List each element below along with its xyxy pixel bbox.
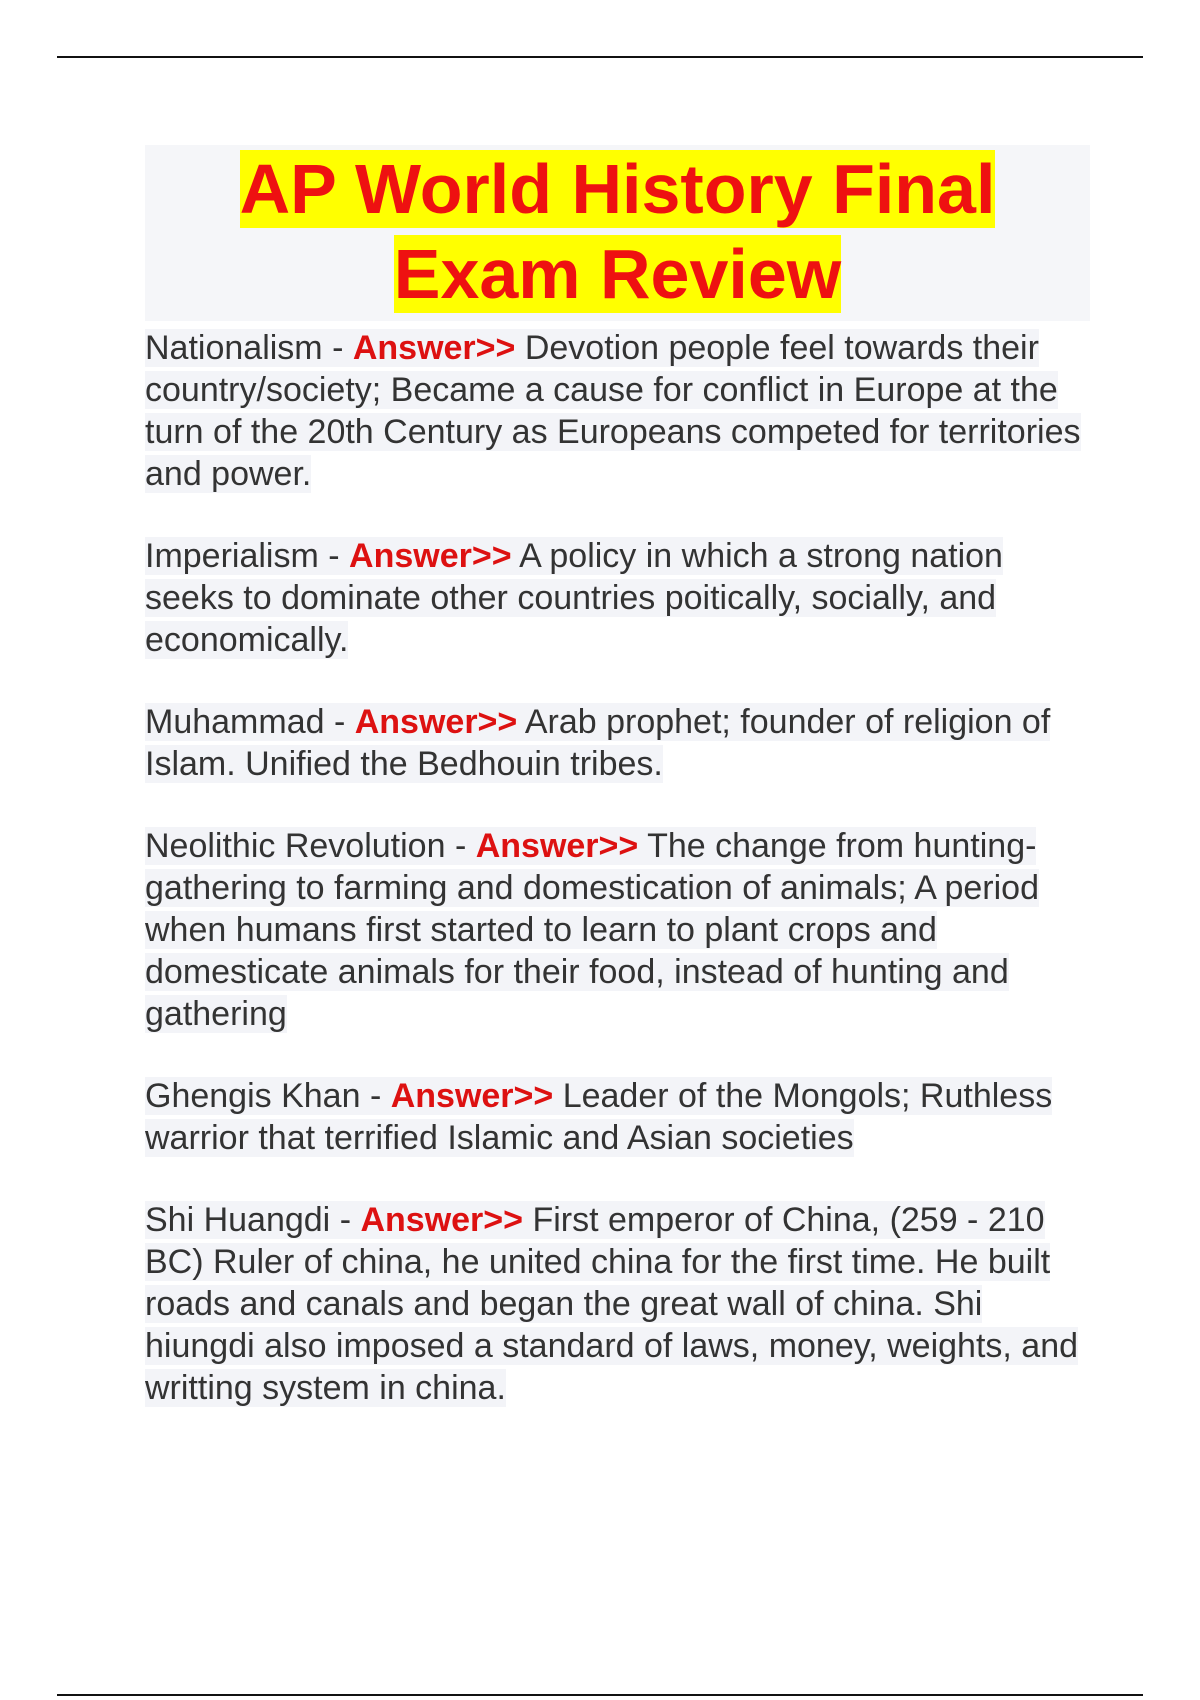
entry-text bbox=[145, 1077, 1052, 1157]
top-rule bbox=[57, 56, 1143, 58]
answer-label: Answer>> bbox=[354, 703, 518, 741]
entry-definition: First emperor of China, (259 - 210 BC) Ruler of china, he united china for the first time. He built roads and canals and began the great wall of china. Shi hiungdi also imposed a standard of laws, money, weights, and writting system in china. bbox=[145, 1201, 1079, 1407]
entry-separator: - bbox=[324, 703, 355, 741]
entry-text bbox=[145, 329, 1081, 493]
answer-label: Answer>> bbox=[360, 1201, 523, 1239]
entry-term: Shi Huangdi bbox=[145, 1201, 331, 1239]
entry-muhammad bbox=[145, 701, 1090, 785]
entry-text bbox=[145, 537, 1003, 659]
entry-neolithic-revolution bbox=[145, 825, 1090, 1035]
entry-ghengis-khan bbox=[145, 1075, 1090, 1159]
document-content bbox=[145, 145, 1090, 1449]
entry-shi-huangdi bbox=[145, 1199, 1090, 1409]
entry-term: Neolithic Revolution bbox=[145, 827, 446, 865]
answer-label: Answer>> bbox=[349, 537, 512, 575]
entry-definition: A policy in which a strong nation seeks to dominate other countries poitically, socially, and economically. bbox=[145, 537, 1003, 659]
entry-definition: The change from hunting-gathering to farming and domestication of animals; A period when humans first started to learn to plant crops and domesticate animals for their food, instead of hunting and gathering bbox=[145, 827, 1039, 1033]
entry-term: Muhammad bbox=[145, 703, 325, 741]
answer-label: Answer>> bbox=[352, 329, 516, 367]
entry-text bbox=[145, 703, 1050, 783]
entry-separator: - bbox=[322, 329, 353, 367]
bottom-rule bbox=[57, 1694, 1143, 1696]
entry-text bbox=[145, 827, 1039, 1033]
entry-definition: Devotion people feel towards their country/society; Became a cause for conflict in Europe at the turn of the 20th Century as Europeans competed for territories and power. bbox=[145, 329, 1081, 493]
entry-nationalism bbox=[145, 327, 1090, 495]
document-title: AP World History Final Exam Review bbox=[239, 150, 996, 313]
entry-separator: - bbox=[360, 1077, 391, 1115]
entry-text bbox=[145, 1201, 1078, 1407]
answer-label: Answer>> bbox=[475, 827, 639, 865]
answer-label: Answer>> bbox=[390, 1077, 554, 1115]
entry-term: Nationalism bbox=[145, 329, 323, 367]
entry-definition: Arab prophet; founder of religion of Islam. Unified the Bedhouin tribes. bbox=[145, 703, 1051, 783]
entry-separator: - bbox=[330, 1201, 361, 1239]
entry-term: Ghengis Khan bbox=[145, 1077, 361, 1115]
entry-separator: - bbox=[318, 537, 350, 575]
title-block bbox=[145, 145, 1090, 321]
entry-definition: Leader of the Mongols; Ruthless warrior that terrified Islamic and Asian societies bbox=[145, 1077, 1053, 1157]
entry-imperialism bbox=[145, 535, 1090, 661]
entry-separator: - bbox=[445, 827, 476, 865]
entry-term: Imperialism bbox=[145, 537, 319, 575]
